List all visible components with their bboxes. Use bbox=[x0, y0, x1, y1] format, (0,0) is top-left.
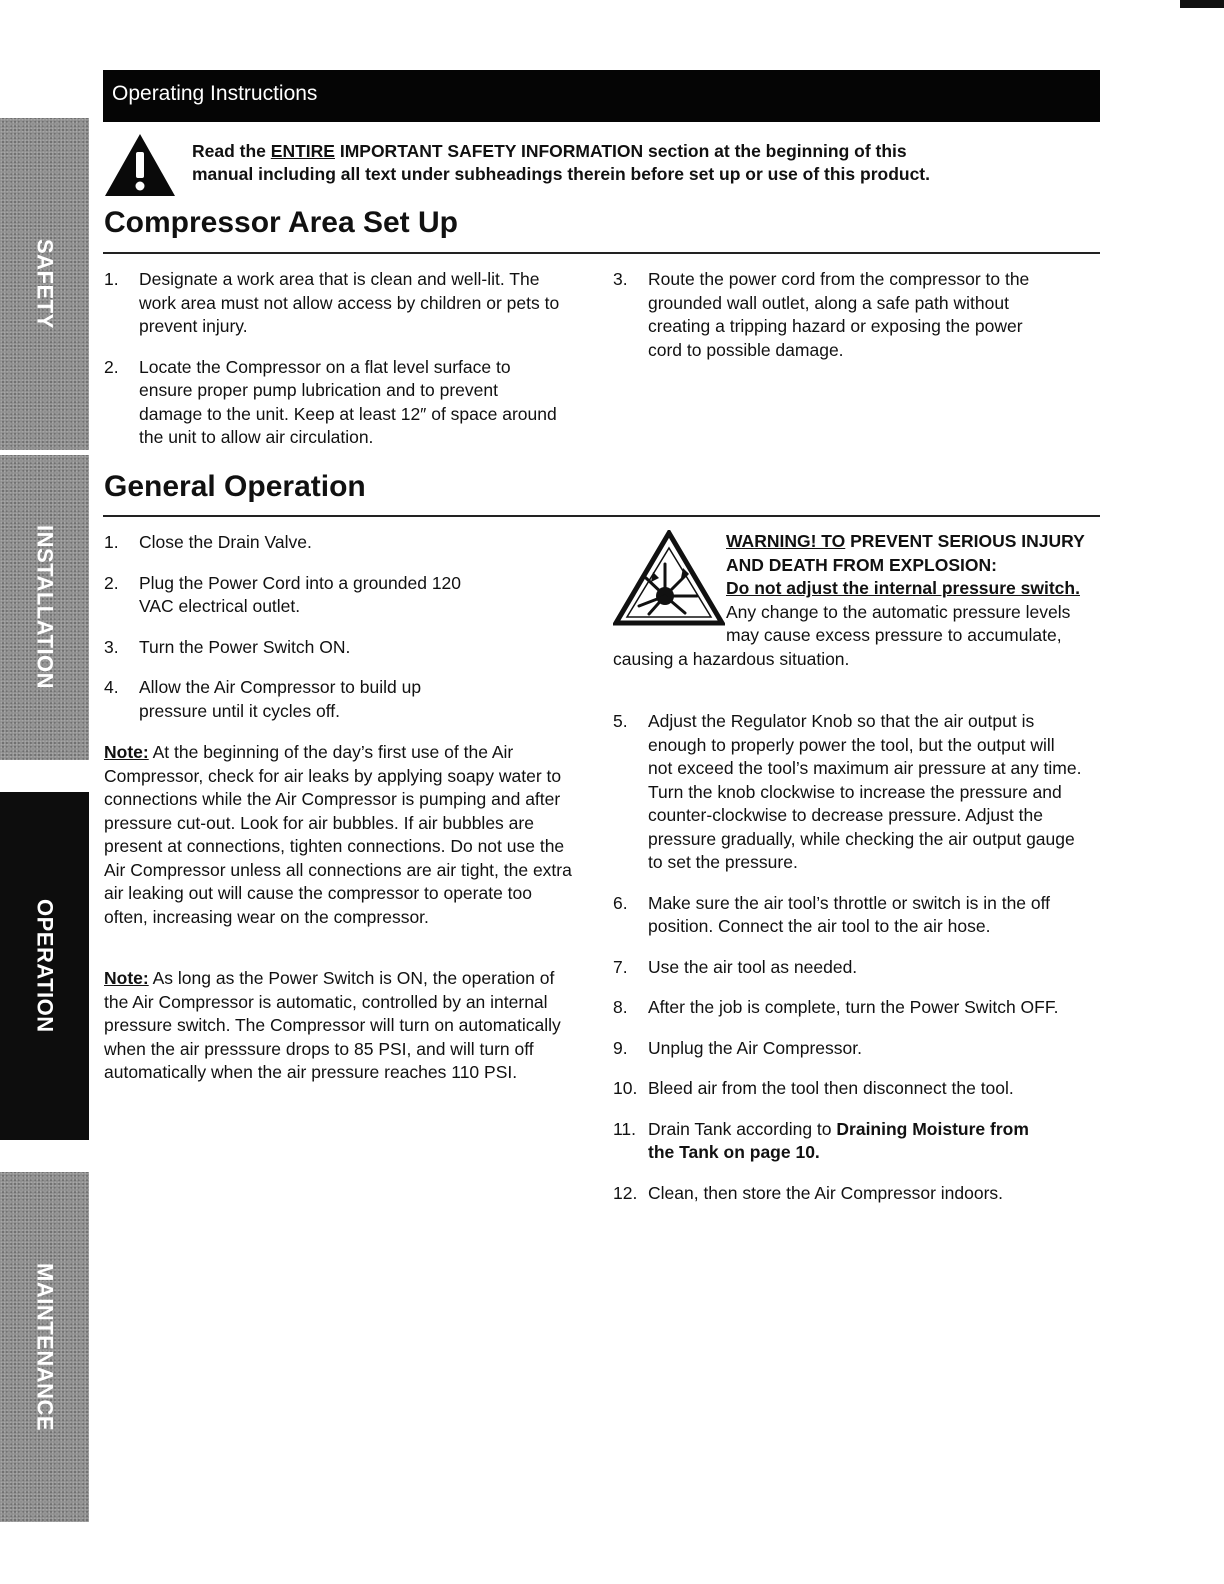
side-tab-maintenance[interactable] bbox=[0, 1172, 89, 1522]
item-text: Turn the Power Switch ON. bbox=[139, 636, 351, 657]
item-text: Close the Drain Valve. bbox=[139, 532, 312, 552]
item-text: Designate a work area that is clean and well-lit. The work area must not allow access by children or pets to prevent injury. bbox=[139, 269, 560, 336]
item-number: 8. bbox=[613, 997, 628, 1017]
section-title-area-setup: Compressor Area Set Up bbox=[104, 206, 458, 239]
list-item bbox=[613, 710, 1083, 875]
list-item bbox=[104, 531, 504, 555]
item-number: 2. bbox=[104, 572, 119, 593]
side-tab-label: MAINTENANCE bbox=[32, 1262, 58, 1432]
side-tab-label: INSTALLATION bbox=[32, 525, 58, 690]
divider bbox=[103, 515, 1100, 517]
item-number: 10. bbox=[613, 1078, 638, 1098]
note-text: As long as the Power Switch is ON, the operation of the Air Compressor is automatic, controlled by an internal pressure switch. The Compressor will turn on automatically when the air presssure drops to 85 PSI, and will turn off automatically when the air pressure reaches 110 PSI. bbox=[104, 968, 561, 1082]
item-number: 7. bbox=[613, 956, 628, 977]
item-text: Use the air tool as needed. bbox=[648, 956, 858, 977]
notice-emphasis: ENTIRE bbox=[270, 141, 335, 161]
list-item bbox=[613, 1118, 1048, 1165]
list-item bbox=[613, 1077, 1103, 1101]
list-item bbox=[104, 268, 564, 339]
notice-lead: Read the bbox=[192, 141, 271, 161]
item-number: 6. bbox=[613, 892, 628, 913]
item-text: Drain Tank according to bbox=[648, 1118, 837, 1139]
note-leak-check bbox=[104, 741, 572, 929]
safety-notice-text bbox=[192, 140, 930, 186]
section-header-bar bbox=[103, 70, 1100, 122]
notice-line2: manual including all text under subheadings therein before set up or use of this product. bbox=[192, 164, 930, 184]
general-operation-list-right bbox=[613, 710, 1103, 1222]
warning-triangle-icon bbox=[103, 132, 177, 198]
divider bbox=[103, 252, 1100, 254]
item-text: Clean, then store the Air Compressor indoors. bbox=[648, 1182, 1004, 1203]
safety-notice bbox=[103, 132, 1100, 196]
scan-corner-mark bbox=[1180, 0, 1224, 8]
item-number: 9. bbox=[613, 1037, 628, 1058]
list-item bbox=[104, 636, 504, 660]
item-reference: Draining Moisture from the Tank on page 10. bbox=[648, 1118, 1029, 1162]
warning-instruction: Do not adjust the internal pressure switch. bbox=[726, 578, 1080, 598]
note-label: Note: bbox=[104, 968, 149, 988]
item-number: 5. bbox=[613, 711, 628, 731]
area-setup-list-left bbox=[104, 268, 564, 467]
item-text: Bleed air from the tool then disconnect the tool. bbox=[648, 1078, 1014, 1098]
warning-heading: WARNING! TO bbox=[726, 531, 846, 551]
item-number: 2. bbox=[104, 356, 119, 377]
side-tab-installation[interactable] bbox=[0, 455, 89, 760]
section-title-general-operation: General Operation bbox=[104, 470, 366, 503]
explosion-warning bbox=[613, 530, 1103, 671]
list-item bbox=[613, 996, 1103, 1020]
side-tab-safety[interactable] bbox=[0, 118, 89, 450]
list-item bbox=[104, 356, 564, 450]
item-text: After the job is complete, turn the Power Switch OFF. bbox=[648, 997, 1059, 1017]
item-text: Allow the Air Compressor to build up pressure until it cycles off. bbox=[139, 677, 422, 721]
item-number: 1. bbox=[104, 269, 119, 289]
general-operation-list-left bbox=[104, 531, 504, 740]
note-auto-operation bbox=[104, 967, 566, 1085]
warning-heading-rest: PREVENT SERIOUS INJURY AND DEATH FROM EXPLOSION: bbox=[726, 531, 1085, 575]
item-number: 3. bbox=[104, 636, 119, 657]
list-item bbox=[613, 1037, 1103, 1061]
list-item bbox=[613, 1182, 1103, 1206]
item-text: Adjust the Regulator Knob so that the air output is enough to properly power the tool, but the output will not exceed the tool’s maximum air pressure at any time. Turn the knob clockwise to increase the pressure and counter-clockwise to decrease pressure. Adjust the pressure gradually, while checking the air output gauge to set the pressure. bbox=[648, 711, 1082, 872]
note-text: At the beginning of the day’s first use of the Air Compressor, check for air leaks by applying soapy water to connections while the Air Compressor is pumping and after pressure cut-out. Look for air bubbles. If air bubbles are present at connections, tighten connections. Do not use the Air Compressor unless all connections are air tight, the extra air leaking out will cause the compressor to operate too often, increasing wear on the compressor. bbox=[104, 742, 572, 927]
list-item bbox=[613, 892, 1083, 939]
side-tab-operation[interactable] bbox=[0, 792, 89, 1140]
side-tab-label: OPERATION bbox=[32, 899, 58, 1033]
item-text: Locate the Compressor on a flat level surface to ensure proper pump lubrication and to prevent damage to the unit. Keep at least 12″ of space around the unit to allow air circulation. bbox=[139, 356, 557, 447]
explosion-hazard-icon bbox=[613, 530, 725, 626]
item-number: 11. bbox=[613, 1118, 637, 1139]
note-label: Note: bbox=[104, 742, 149, 762]
item-text: Plug the Power Cord into a grounded 120 VAC electrical outlet. bbox=[139, 572, 462, 616]
warning-detail: Any change to the automatic pressure levels may cause excess pressure to accumulate, causing a hazardous situation. bbox=[613, 601, 1071, 669]
item-number: 12. bbox=[613, 1182, 638, 1203]
item-text: Unplug the Air Compressor. bbox=[648, 1037, 862, 1058]
item-text: Route the power cord from the compressor to the grounded wall outlet, along a safe path without creating a tripping hazard or exposing the power cord to possible damage. bbox=[648, 269, 1030, 360]
item-number: 1. bbox=[104, 532, 119, 552]
item-number: 3. bbox=[613, 269, 628, 289]
list-item bbox=[613, 268, 1058, 362]
header-title: Operating Instructions bbox=[112, 82, 318, 105]
list-item bbox=[104, 572, 469, 619]
item-number: 4. bbox=[104, 677, 119, 697]
list-item bbox=[613, 956, 1103, 980]
notice-rest: IMPORTANT SAFETY INFORMATION section at the beginning of this bbox=[334, 141, 907, 161]
list-item bbox=[104, 676, 469, 723]
side-tab-label: SAFETY bbox=[32, 239, 58, 329]
area-setup-list-right bbox=[613, 268, 1058, 379]
item-text: Make sure the air tool’s throttle or switch is in the off position. Connect the air tool to the air hose. bbox=[648, 892, 1051, 936]
